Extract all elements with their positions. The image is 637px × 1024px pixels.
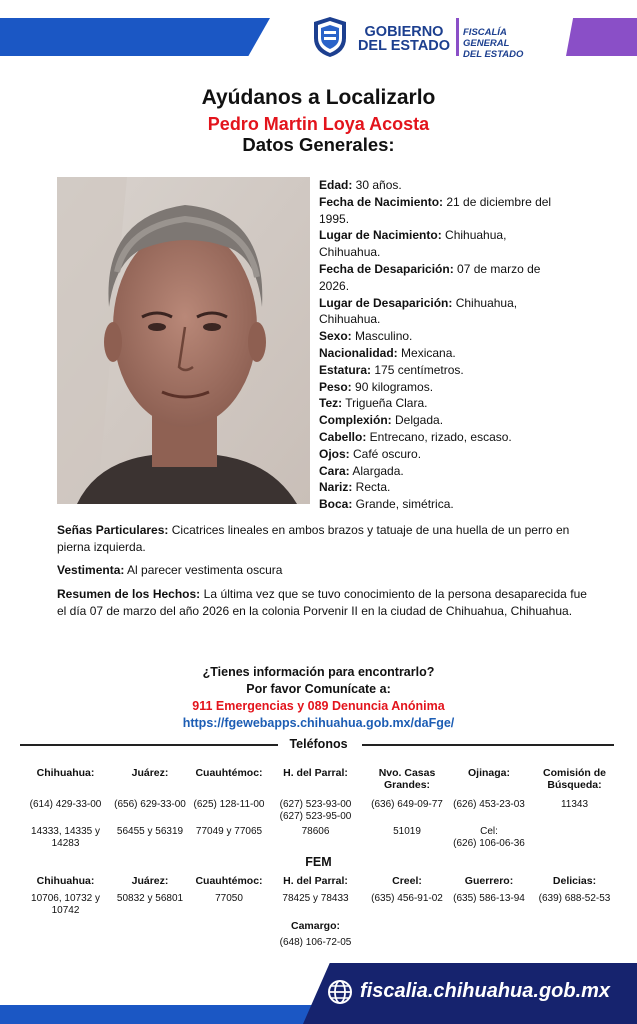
missing-person-photo [57, 177, 310, 504]
fiscalia-logo-text [463, 27, 553, 60]
report-url-link[interactable]: https://fgewebapps.chihuahua.gob.mx/daFge/ [182, 716, 455, 730]
telefonos-extension: 77049 y 77065 [195, 826, 263, 837]
telefonos-phone: (626) 453-23-03 [453, 799, 525, 810]
detail-row [319, 345, 579, 362]
detail-value: Delgada. [391, 413, 444, 428]
header-blue-band [0, 18, 270, 56]
detail-value: Chihuahua, [452, 295, 518, 310]
telefonos-header: Cuauhtémoc: [195, 767, 263, 779]
detail-value: 2026. [319, 278, 350, 293]
camargo-label: Camargo: [290, 920, 340, 932]
detail-label: Fecha de Nacimiento: [319, 194, 444, 209]
fem-header: Delicias: [552, 875, 597, 887]
detail-value: 21 de diciembre del [443, 194, 552, 209]
detail-value: Mexicana. [397, 345, 456, 360]
fiscalia-line-2: DEL ESTADO [463, 49, 524, 60]
detail-value: Chihuahua. [319, 312, 381, 327]
fem-phone: 10706, 10732 y 10742 [31, 893, 100, 916]
detail-label: Nacionalidad: [319, 345, 398, 360]
detail-row [319, 295, 579, 312]
telefonos-extension: 14333, 14335 y 14283 [31, 826, 100, 849]
vestimenta-label: Vestimenta: [57, 563, 125, 577]
telefonos-header: H. del Parral: [283, 767, 348, 779]
telefonos-extension: 51019 [393, 826, 421, 837]
telefonos-phone: (614) 429-33-00 [29, 799, 102, 810]
detail-label: Estatura: [319, 362, 372, 377]
detail-row [319, 412, 579, 429]
detail-label: Cara: [319, 463, 350, 478]
detail-value: Café oscuro. [349, 446, 422, 461]
detail-value: 90 kilogramos. [351, 379, 434, 394]
telefonos-phone: (656) 629-33-00 [114, 799, 186, 810]
telefonos-phone: (627) 523-93-00 (627) 523-95-00 [279, 799, 352, 822]
vestimenta-value: Al parecer vestimenta oscura [124, 563, 283, 577]
detail-label: Ojos: [319, 446, 350, 461]
detail-row [319, 362, 579, 379]
gov-line-1: GOBIERNO [364, 24, 444, 40]
fem-phone: (639) 688-52-53 [538, 893, 611, 904]
fem-header: Guerrero: [464, 875, 514, 887]
cta-please: Por favor Comunícate a: [246, 682, 391, 696]
telefonos-phone: (636) 649-09-77 [371, 799, 443, 810]
fem-header: H. del Parral: [283, 875, 348, 887]
facts-summary [57, 586, 587, 619]
logo-divider [456, 18, 459, 56]
telefonos-header: Comisión de Búsqueda: [542, 767, 606, 791]
footer-website[interactable]: fiscalia.chihuahua.gob.mx [360, 980, 611, 1002]
detail-label: Peso: [319, 379, 352, 394]
detail-row [319, 496, 579, 513]
footer-blue-band [0, 1005, 320, 1024]
detail-value: Masculino. [351, 329, 413, 344]
detail-row [319, 244, 579, 261]
telefonos-header: Nvo. Casas Grandes: [378, 767, 436, 791]
detail-row [319, 177, 579, 194]
fem-phone: (635) 586-13-94 [453, 893, 525, 904]
state-seal-icon [312, 16, 348, 58]
detail-row [319, 278, 579, 295]
detail-value: Entrecano, rizado, escaso. [366, 429, 512, 444]
detail-label: Lugar de Desaparición: [319, 295, 453, 310]
senas-value: Cicatrices lineales en ambos brazos y tatuaje de una huella de un perro en pierna izquierda. [57, 523, 570, 554]
detail-value: Alargada. [349, 463, 404, 478]
telefonos-phone: 11343 [560, 799, 589, 810]
detail-row [319, 379, 579, 396]
fem-header: Creel: [392, 875, 422, 887]
detail-label: Cabello: [319, 429, 367, 444]
detail-label: Edad: [319, 178, 353, 192]
government-logo-text [356, 25, 452, 53]
header-purple-band [566, 18, 637, 56]
fem-phone: (635) 456-91-02 [371, 893, 443, 904]
senas-label: Señas Particulares: [57, 523, 169, 537]
detail-label: Boca: [319, 497, 353, 512]
telefonos-extension: Cel: (626) 106-06-36 [453, 826, 525, 849]
detail-label: Tez: [319, 396, 343, 411]
fem-phone: 77050 [215, 893, 243, 904]
detail-label: Sexo: [319, 329, 352, 344]
detail-label: Lugar de Nacimiento: [319, 228, 442, 243]
general-data-list [319, 177, 579, 513]
telefonos-header: Juárez: [131, 767, 169, 779]
detail-row [319, 194, 579, 211]
fem-phone: 50832 y 56801 [116, 893, 184, 904]
resumen-label: Resumen de los Hechos: [57, 587, 201, 601]
detail-row [319, 395, 579, 412]
detail-row [319, 211, 579, 228]
detail-value: Recta. [352, 480, 391, 495]
telefonos-extension: 78606 [301, 826, 330, 837]
section-subtitle: Datos Generales: [242, 134, 395, 155]
detail-row [319, 311, 579, 328]
detail-label: Nariz: [319, 480, 353, 495]
fem-phone: 78425 y 78433 [282, 893, 349, 904]
fem-title: FEM [305, 855, 332, 869]
detail-row [319, 429, 579, 446]
detail-value: 175 centímetros. [371, 362, 464, 377]
gov-line-2: DEL ESTADO [357, 38, 451, 54]
fem-header: Chihuahua: [36, 875, 95, 887]
globe-icon [327, 979, 353, 1005]
detail-value: 07 de marzo de [453, 261, 541, 276]
detail-value: 1995. [319, 211, 350, 226]
person-name: Pedro Martin Loya Acosta [207, 114, 430, 134]
telefonos-title: Teléfonos [289, 737, 348, 751]
cta-question: ¿Tienes información para encontrarlo? [202, 665, 435, 679]
camargo-phone: (648) 106-72-05 [279, 937, 352, 948]
detail-value: Chihuahua. [319, 245, 381, 260]
clothing [57, 562, 587, 579]
detail-value: 30 años. [352, 178, 402, 192]
detail-value: Trigueña Clara. [342, 396, 428, 411]
fiscalia-line-1: FISCALÍA GENERAL [463, 27, 510, 49]
emergency-numbers: 911 Emergencias y 089 Denuncia Anónima [192, 699, 445, 713]
detail-row [319, 227, 579, 244]
detail-row [319, 261, 579, 278]
fem-header: Juárez: [131, 875, 169, 887]
telefonos-extension: 56455 y 56319 [116, 826, 184, 837]
detail-label: Complexión: [319, 413, 392, 428]
detail-row [319, 446, 579, 463]
detail-row [319, 328, 579, 345]
detail-value: Grande, simétrica. [352, 497, 454, 512]
distinguishing-marks [57, 522, 587, 555]
detail-row [319, 479, 579, 496]
page-title: Ayúdanos a Localizarlo [201, 86, 436, 109]
detail-value: Chihuahua, [441, 228, 507, 243]
telefonos-phone: (625) 128-11-00 [193, 799, 265, 810]
detail-label: Fecha de Desaparición: [319, 261, 454, 276]
fem-header: Cuauhtémoc: [195, 875, 263, 887]
resumen-value: La última vez que se tuvo conocimiento de la persona desaparecida fue el día 07 de marzo del año 2026 en la colonia Porvenir II en la ciudad de Chihuahua, Chihuahua. [57, 587, 587, 618]
detail-row [319, 463, 579, 480]
telefonos-header: Chihuahua: [36, 767, 95, 779]
telefonos-header: Ojinaga: [467, 767, 510, 779]
